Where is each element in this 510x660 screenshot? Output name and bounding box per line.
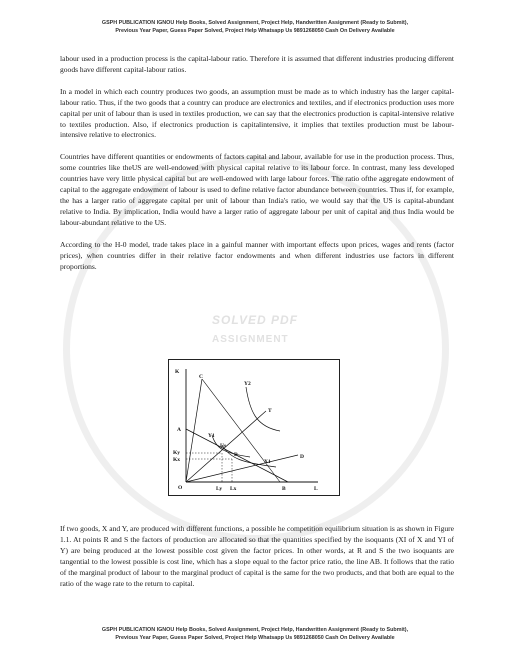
isoquant-diagram <box>168 359 340 496</box>
label-k: K <box>175 369 180 375</box>
label-b: B <box>282 486 286 492</box>
label-y1: Y1 <box>208 433 215 439</box>
label-y2: Y2 <box>244 381 251 387</box>
watermark-assignment-text: ASSIGNMENT <box>212 334 289 345</box>
label-l: L <box>314 486 318 492</box>
header-line-2: Previous Year Paper, Guess Paper Solved, Project Help Whatsapp Us 9891268050 Cash On Delivery Available <box>115 28 395 34</box>
paragraph-1: labour used in a production process is the capital-labour ratio. Therefore it is assumed that different industries producing different goods have different capital-labour ratios. <box>60 54 454 74</box>
label-o: O <box>178 485 183 491</box>
paragraph-4: According to the H-0 model, trade takes place in a gainful manner with important effects upon prices, wages and rents (factor prices), when countries differ in their relative factor endowments and when different industries use factors in different proportions. <box>60 239 454 271</box>
watermark-solved-text: SOLVED PDF <box>212 313 299 327</box>
label-ly: Ly <box>216 486 223 492</box>
label-c: C <box>199 374 203 380</box>
isoquant-figure <box>168 359 340 496</box>
paragraph-2: In a model in which each country produces two goods, an assumption must be made as to which industry has the larger capital-labour ratio. Thus, if the two goods that a country can produce are electronics and textiles, and if electronics production uses more capital per unit of labour than is used in textiles production, we can say that the electronics production is capital-intensive relative to textiles production. Also, if electronics production is capitalintensive, it implies that textiles production must be labour-intensive relative to electronics. <box>60 86 454 140</box>
label-lx: Lx <box>230 486 237 492</box>
paragraph-3: Countries have different quantities or endowments of factors capital and labour, available for use in the production process. Thus, some countries like theUS are well-endowed with physical capital relative to its labour force. In contrast, many less developed countries have very little physical capital but are well-endowed with large labour forces. The ratio ofthe aggregate endowment of capital to the aggregate endowment of labour is used to define relative factor abundance between countries. Thus if, for example, the has a larger ratio of aggregate capital per unit of labour than India's ratio, we would say that the US is capital-abundant relative to India. By implication, India would have a larger ratio of aggregate labour per unit of capital and thus India would be labour-abundant relative to the US. <box>60 152 454 227</box>
header-line-1: GSPH PUBLICATION IGNOU Help Books, Solved Assignment, Project Help, Handwritten Assignment (Ready to Submit), <box>101 20 409 26</box>
label-d: D <box>300 454 304 460</box>
label-us: Us <box>220 443 227 449</box>
label-kx: Kx <box>173 457 181 463</box>
label-r: R <box>234 452 238 458</box>
footer-line-1: GSPH PUBLICATION IGNOU Help Books, Solved Assignment, Project Help, Handwritten Assignment (Ready to Submit), <box>101 627 409 633</box>
page-header <box>0 19 510 35</box>
label-t: T <box>268 408 272 414</box>
label-x1: X1 <box>264 459 271 465</box>
page-footer <box>0 626 510 642</box>
footer-line-2: Previous Year Paper, Guess Paper Solved, Project Help Whatsapp Us 9891268050 Cash On Delivery Available <box>115 635 395 641</box>
paragraph-5: If two goods, X and Y, are produced with different functions, a possible he competition equilibrium situation is as shown in Figure 1.1. At points R and S the factors of production are allocated so that the quantities specified by the isoquants (XI of X and YI of Y) are being produced at the lowest possible cost given the factor prices. In other words, at R and S the two isoquants are tangential to the lowest possible is cost line, which has a slope equal to the factor price ratio, the line AB. It follows that the ratio of the marginal product of labour to the marginal product of capital is the same for the two products, and that both are equal to the ratio of the wage rate to the return to capital. <box>60 524 454 588</box>
label-ky: Ky <box>173 450 181 456</box>
label-a: A <box>177 427 181 433</box>
